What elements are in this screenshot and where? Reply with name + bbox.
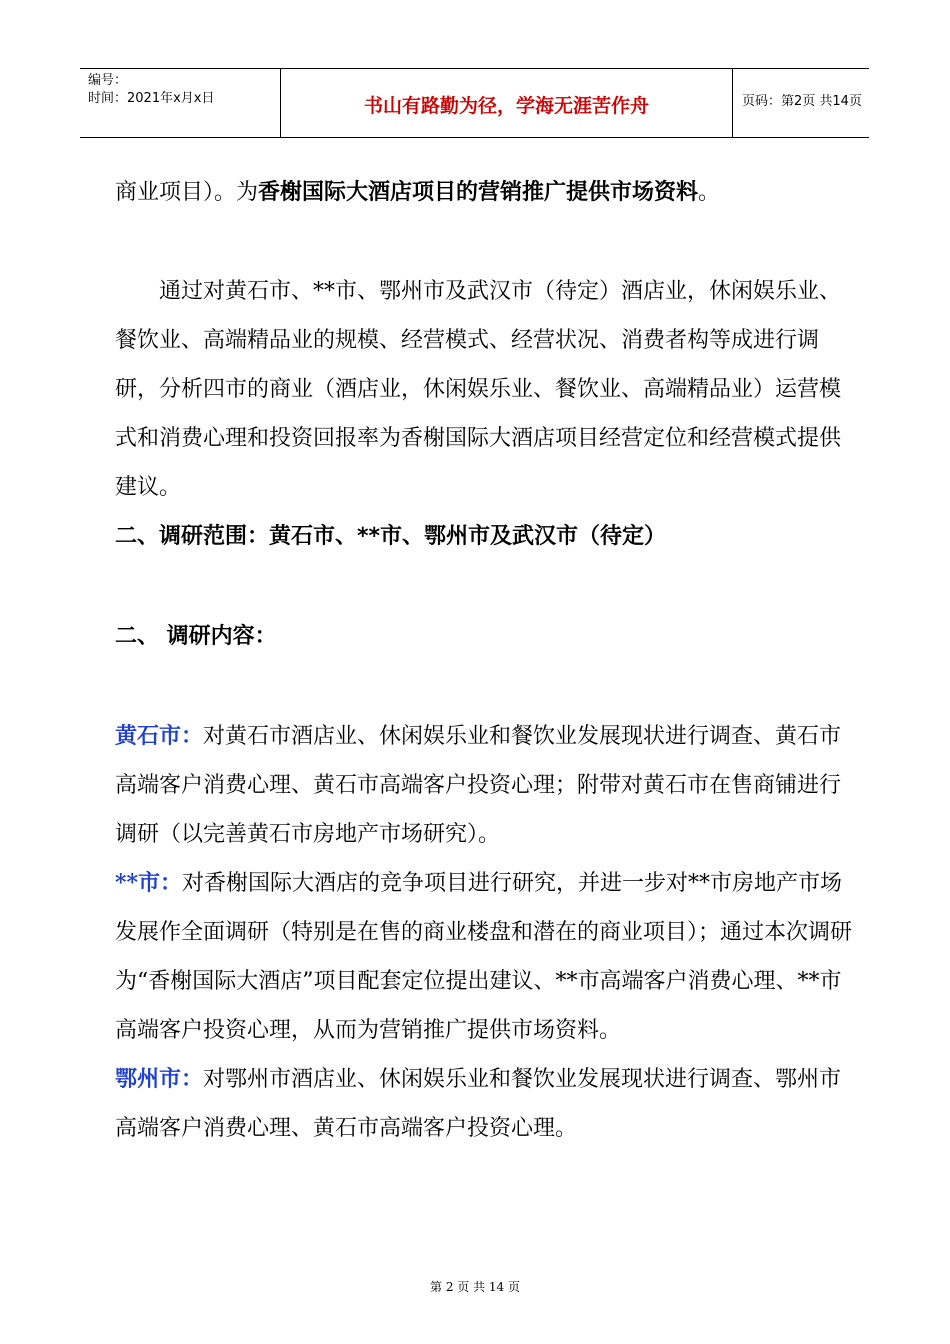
- time-label: 时间：2021年x月x日: [88, 91, 215, 106]
- paragraph-2: 通过对黄石市、**市、鄂州市及武汉市（待定）酒店业，休闲娱乐业、餐饮业、高端精品业的规模、经营模式、经营状况、消费者构等成进行调研，分析四市的商业（酒店业，休闲娱乐业、餐饮业、高端精品业）运营模式和消费心理和投资回报率为香榭国际大酒店项目经营定位和经营模式提供建议。: [115, 279, 842, 500]
- body-content: [115, 168, 855, 1153]
- ezhou-label: 鄂州市：: [115, 1066, 204, 1092]
- header-right-cell: [733, 69, 869, 137]
- huangshi-label: 黄石市：: [115, 723, 204, 749]
- p1-bold-text: 香榭国际大酒店项目的营销推广提供市场资料: [258, 179, 699, 205]
- paragraph-1: [115, 168, 855, 217]
- heading-scope: 二、调研范围：黄石市、**市、鄂州市及武汉市（待定）: [115, 524, 667, 549]
- page-info: 页码：第2页 共14页: [742, 94, 862, 109]
- heading-content: 二、 调研内容：: [115, 624, 277, 649]
- page-footer: 第 2 页 共 14 页: [430, 1280, 520, 1294]
- number-label: 编号：: [88, 73, 128, 88]
- motto: 书山有路勤为径，学海无涯苦作舟: [363, 95, 649, 117]
- ezhou-text: 对鄂州市酒店业、休闲娱乐业和餐饮业发展现状进行调查、鄂州市高端客户消费心理、黄石市高端客户投资心理。: [115, 1067, 842, 1141]
- page-header: [80, 68, 869, 138]
- p1-text: 商业项目）。为: [115, 180, 259, 205]
- xx-city-text: 对香榭国际大酒店的竞争项目进行研究，并进一步对**市房地产市场发展作全面调研（特别是在售的商业楼盘和潜在的商业项目）；通过本次调研为“香榭国际大酒店”项目配套定位提出建议、**市高端客户消费心理、**市高端客户投资心理，从而为营销推广提供市场资料。: [115, 871, 853, 1043]
- ezhou-paragraph: [115, 1055, 855, 1153]
- xx-city-paragraph: [115, 859, 855, 1055]
- p1-end: 。: [698, 180, 721, 205]
- huangshi-text: 对黄石市酒店业、休闲娱乐业和餐饮业发展现状进行调查、黄石市高端客户消费心理、黄石市高端客户投资心理；附带对黄石市在售商铺进行调研（以完善黄石市房地产市场研究）。: [115, 724, 842, 847]
- header-center-cell: [280, 69, 733, 137]
- header-left-cell: [80, 69, 280, 137]
- huangshi-paragraph: [115, 712, 855, 859]
- xx-city-label: **市：: [115, 870, 183, 896]
